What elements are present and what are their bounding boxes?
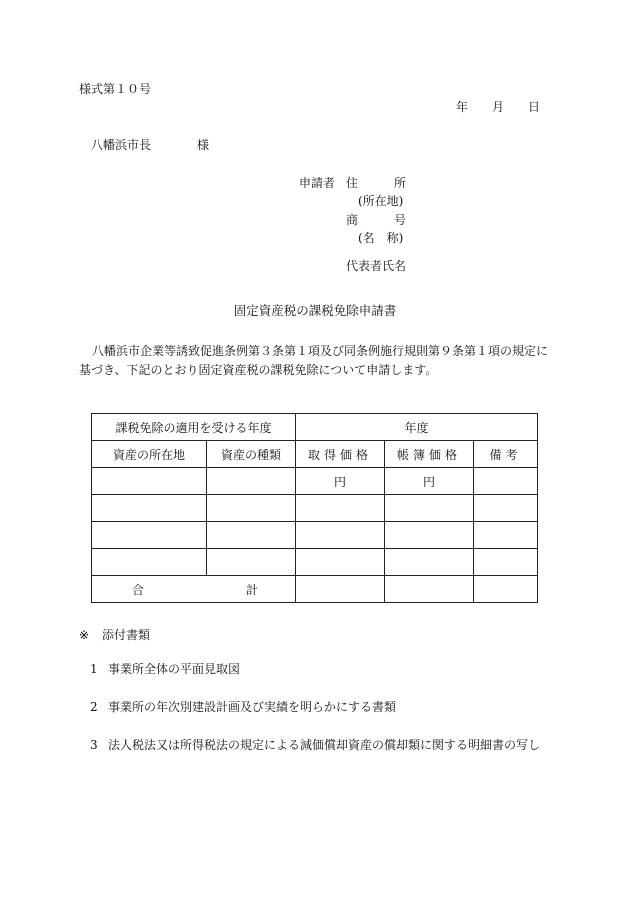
col-asset-type: 資産の種類 [207,441,296,468]
attachments-mark: ※ [79,628,90,642]
address-label: 住 所 [346,176,407,190]
attachment-no: 2 [90,700,98,714]
table-cell [474,576,538,603]
date-day-label: 日 [528,100,541,114]
col-asset-location: 資産の所在地 [92,441,207,468]
table-row [92,549,538,576]
total-row [92,576,538,603]
table-cell [474,468,538,495]
table-cell [385,522,474,549]
table-cell [207,549,296,576]
table-cell [385,549,474,576]
exemption-year-header: 課税免除の適用を受ける年度 [92,414,296,441]
col-remarks: 備考 [474,441,538,468]
book-yen-unit: 円 [385,468,474,495]
table-cell [207,522,296,549]
table-cell [296,495,385,522]
table-row [92,522,538,549]
applicant-label: 申請者 [299,176,336,190]
trade-name-sub-label: (名 称) [358,231,404,245]
table-header-row [92,414,538,441]
col-acquisition-price: 取得価格 [296,441,385,468]
body-text: 八幡浜市企業等誘致促進条例第３条第１項及び同条例施行規則第９条第１項の規定に基づき、下記のとおり固定資産税の課税免除について申請します。 [79,344,549,377]
table-cell [92,495,207,522]
date-year-label: 年 [456,100,469,114]
col-book-value: 帳簿価格 [385,441,474,468]
total-label-left: 合 [132,582,145,597]
table-cell [92,522,207,549]
table-cell [474,549,538,576]
date-month-label: 月 [492,100,505,114]
table-cell [92,549,207,576]
table-row [92,495,538,522]
table-cell [474,495,538,522]
total-label-right: 計 [246,582,259,597]
asset-table [91,413,538,603]
total-label-cell [92,576,296,603]
document-title: 固定資産税の課税免除申請書 [233,303,397,318]
table-cell [385,495,474,522]
table-cell [207,468,296,495]
attachment-no: 3 [90,738,98,752]
attachment-text: 事業所全体の平面見取図 [108,662,241,676]
table-cell [385,576,474,603]
table-cell [296,522,385,549]
representative-label: 代表者氏名 [346,259,407,273]
table-row [92,468,538,495]
attachment-text: 法人税法又は所得税法の規定による減価償却資産の償却類に関する明細書の写し [108,738,541,752]
table-cell [474,522,538,549]
attachments-heading: 添付書類 [102,628,151,642]
form-number: 様式第１０号 [79,82,152,96]
address-sub-label: (所在地) [358,194,404,208]
column-header-row [92,441,538,468]
attachment-no: 1 [90,662,98,676]
table-cell [296,549,385,576]
table-cell [92,468,207,495]
trade-name-label: 商 号 [346,213,407,227]
fiscal-year-cell: 年度 [296,414,538,441]
attachment-text: 事業所の年次別建設計画及び実績を明らかにする書類 [108,700,397,714]
addressee-name: 八幡浜市長 [91,138,152,152]
table-cell [296,576,385,603]
acquisition-yen-unit: 円 [296,468,385,495]
table-cell [207,495,296,522]
addressee-honorific: 様 [197,138,210,152]
